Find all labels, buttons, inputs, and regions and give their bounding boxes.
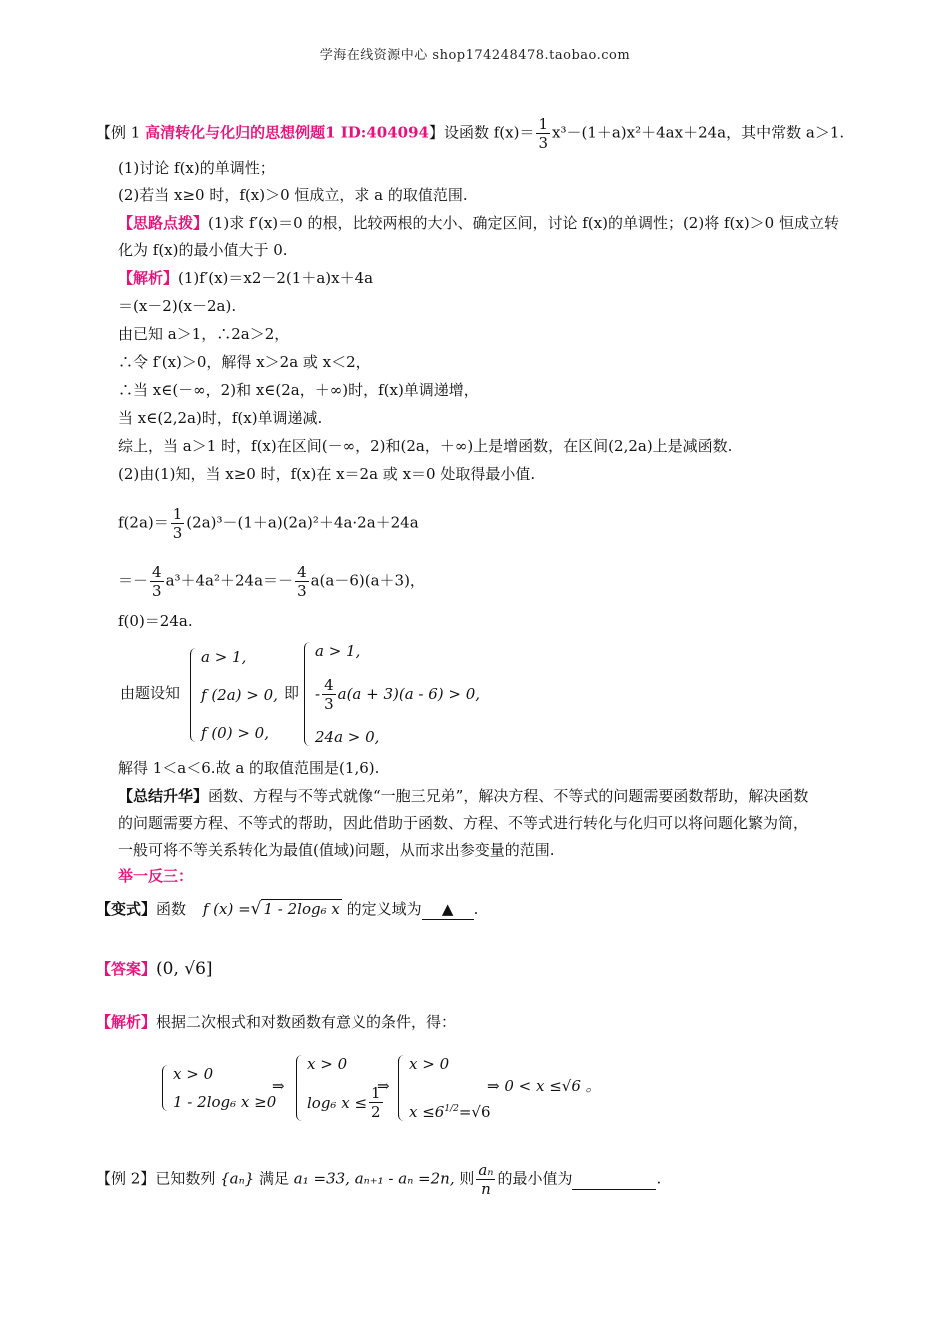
solution-line-6: 当 x∈(2,2a)时，f(x)单调递减. bbox=[118, 409, 323, 427]
eq2-part-a: ＝－ bbox=[118, 571, 149, 590]
solution-line-3: 由已知 a＞1，∴2a＞2， bbox=[118, 325, 290, 343]
variant-system-3 bbox=[398, 1055, 491, 1121]
hint-line-1 bbox=[118, 213, 839, 233]
variant-solution-line bbox=[96, 1012, 456, 1032]
sys1-row-2: 1 - 2log₆ x ≥0 bbox=[173, 1093, 277, 1111]
left-brace-3 bbox=[162, 1065, 169, 1111]
sys2-row-2 bbox=[307, 1084, 385, 1121]
example2-text-c: 则 bbox=[459, 1169, 475, 1188]
solution-line-1 bbox=[118, 268, 373, 288]
condition-cases-2 bbox=[315, 642, 480, 746]
solution-line-7: 综上，当 a＞1 时，f(x)在区间(－∞，2)和(2a，＋∞)上是增函数，在区间(2,2a)上是减函数. bbox=[118, 437, 733, 455]
variant-text-b: 的定义域为 bbox=[346, 900, 422, 918]
example2-text-b: 满足 bbox=[259, 1169, 290, 1188]
cond2-row-2-text: a(a + 3)(a - 6) > 0, bbox=[337, 685, 481, 703]
sys3-row-1: x > 0 bbox=[409, 1055, 450, 1073]
practice-heading: 举一反三： bbox=[118, 867, 194, 885]
sys2-row-1: x > 0 bbox=[307, 1055, 348, 1073]
condition-system-1 bbox=[190, 648, 278, 742]
variant-line: 【变式】函数 f (x) =√ 1 - 2log₆ x 的定义域为 ▲ . bbox=[96, 899, 479, 919]
sys3-exponent: 1/2 bbox=[444, 1104, 459, 1114]
example2-blank bbox=[572, 1169, 656, 1190]
variant-system-1 bbox=[162, 1065, 276, 1111]
summary-line-3: 一般可将不等关系转化为最值(值域)问题，从而求出参变量的范围. bbox=[118, 841, 555, 859]
sys3-row-2 bbox=[409, 1103, 491, 1121]
condition-system-2 bbox=[304, 642, 480, 746]
hint-text-1: (1)求 f′(x)＝0 的根，比较两根的大小、确定区间，讨论 f(x)的单调性；(2)将 f(x)＞0 恒成立转 bbox=[208, 214, 839, 232]
solution-line-2: ＝(x－2)(x－2a). bbox=[118, 297, 237, 315]
example2-label: 【例 2】 bbox=[96, 1169, 156, 1188]
variant-radicand: 1 - 2log₆ x bbox=[263, 900, 340, 918]
cond1-row-1: a > 1, bbox=[201, 648, 247, 666]
solution-line-8: (2)由(1)知，当 x≥0 时，f(x)在 x＝2a 或 x＝0 处取得最小值. bbox=[118, 465, 536, 483]
sys3-row-2-text: x ≤6 bbox=[409, 1103, 445, 1121]
variant-cases-1 bbox=[173, 1065, 276, 1111]
question-2: (2)若当 x≥0 时，f(x)＞0 恒成立，求 a 的取值范围. bbox=[118, 186, 468, 204]
sys2-row-2-text: log₆ x ≤ bbox=[307, 1093, 368, 1112]
variant-solution-label: 【解析】 bbox=[96, 1013, 157, 1031]
question-1: (1)讨论 f(x)的单调性； bbox=[118, 159, 275, 177]
result-line: 解得 1＜a＜6.故 a 的取值范围是(1,6). bbox=[118, 759, 380, 777]
f2a-rhs: (2a)³－(1＋a)(2a)²＋4a·2a＋24a bbox=[186, 513, 419, 532]
fraction-four-thirds: $\frac{4}{3}$ bbox=[152, 563, 162, 600]
cond1-row-3: f (0) > 0, bbox=[201, 724, 269, 742]
solution-label: 【解析】 bbox=[118, 269, 179, 287]
solution-line-5: ∴当 x∈(－∞，2)和 x∈(2a，＋∞)时，f(x)单调递增， bbox=[118, 381, 479, 399]
answer-blank: ▲ bbox=[422, 899, 474, 920]
example2-end: . bbox=[656, 1169, 662, 1188]
left-brace-2 bbox=[304, 642, 311, 746]
variant-solution-text: 根据二次根式和对数函数有意义的条件，得： bbox=[156, 1013, 457, 1031]
cond2-row-3: 24a > 0, bbox=[315, 728, 380, 746]
fraction-one-third: $\frac{1}{3}$ bbox=[538, 115, 548, 152]
solution-line-4: ∴令 f′(x)＞0，解得 x＞2a 或 x＜2， bbox=[118, 353, 371, 371]
summary-label: 【总结升华】 bbox=[118, 787, 209, 805]
cond2-minus: - bbox=[315, 685, 321, 703]
fraction-four-thirds-2: $\frac{4}{3}$ bbox=[297, 563, 307, 600]
eq2-part-b: a³＋4a²＋24a＝－ bbox=[165, 571, 294, 590]
page-header: 学海在线资源中心 shop174248478.taobao.com bbox=[319, 48, 631, 63]
answer-value: (0, √6] bbox=[156, 959, 213, 979]
example-tag-close: 】 bbox=[428, 123, 444, 142]
sys1-row-1: x > 0 bbox=[173, 1065, 214, 1083]
condition-label: 由题设知 bbox=[120, 684, 181, 702]
left-brace bbox=[190, 648, 197, 742]
cond2-row-2 bbox=[315, 676, 480, 713]
summary-line-2: 的问题需要方程、不等式的帮助，因此借助于函数、方程、不等式进行转化与化归可以将问题化繁为简， bbox=[118, 814, 809, 832]
f0-equation: f(0)＝24a. bbox=[118, 612, 193, 630]
summary-line-1 bbox=[118, 786, 808, 806]
sequence-symbol: {aₙ} bbox=[220, 1169, 255, 1188]
arrow-1: ⇒ bbox=[272, 1077, 285, 1095]
arrow-2: ⇒ bbox=[377, 1077, 390, 1095]
example-tag-open: 【例 1 bbox=[96, 123, 146, 142]
left-brace-5 bbox=[398, 1055, 405, 1121]
left-brace-4 bbox=[296, 1055, 303, 1121]
f2a-lhs: f(2a)＝ bbox=[118, 513, 169, 532]
sys3-tail: =√6 bbox=[458, 1103, 491, 1121]
condition-cases-1 bbox=[201, 648, 278, 742]
hint-label: 【思路点拨】 bbox=[118, 214, 209, 232]
hint-line-2: 化为 f(x)的最小值大于 0. bbox=[118, 241, 288, 259]
example2-text-d: 的最小值为 bbox=[497, 1169, 573, 1188]
condition-mid: 即 bbox=[284, 684, 300, 702]
variant-function: f (x) = bbox=[202, 900, 251, 918]
example2-text-a: 已知数列 bbox=[155, 1169, 216, 1188]
stem-part-b: x³－(1＋a)x²＋4ax＋24a，其中常数 a＞1. bbox=[552, 123, 845, 142]
fraction-four-thirds-3: $\frac{4}{3}$ bbox=[324, 675, 334, 713]
variant-cases-3 bbox=[409, 1055, 491, 1121]
variant-final: ⇒ 0 < x ≤√6 。 bbox=[487, 1077, 601, 1095]
f2a-simplified bbox=[118, 563, 425, 600]
fraction-an-over-n: $\frac{\text{aₙ}}{n}$ bbox=[478, 1161, 494, 1198]
answer-label: 【答案】 bbox=[96, 960, 157, 978]
variant-label: 【变式】 bbox=[96, 900, 157, 918]
cond1-row-2: f (2a) > 0, bbox=[201, 686, 278, 704]
fraction-one-third-2: $\frac{1}{3}$ bbox=[172, 505, 183, 542]
variant-text-a: 函数 bbox=[156, 900, 187, 918]
answer-line bbox=[96, 959, 213, 979]
stem-part-a: 设函数 f(x)＝ bbox=[443, 123, 535, 142]
eq2-part-c: a(a－6)(a＋3)， bbox=[310, 571, 425, 590]
sequence-condition: a₁ =33, aₙ₊₁ - aₙ =2n, bbox=[293, 1169, 455, 1188]
example2-line bbox=[96, 1161, 661, 1198]
example-title: 高清转化与化归的思想例题1 ID:404094 bbox=[145, 123, 429, 142]
variant-cases-2 bbox=[307, 1055, 385, 1121]
example1-title-line bbox=[96, 115, 844, 152]
cond2-row-1: a > 1, bbox=[315, 642, 361, 660]
variant-system-2 bbox=[296, 1055, 385, 1121]
variant-end: . bbox=[473, 900, 479, 918]
solution-text-1: (1)f′(x)＝x2－2(1＋a)x＋4a bbox=[178, 269, 374, 287]
fraction-one-half: $\frac{1}{2}$ bbox=[371, 1084, 381, 1121]
f2a-equation bbox=[118, 505, 419, 542]
summary-text-1: 函数、方程与不等式就像“一胞三兄弟”，解决方程、不等式的问题需要函数帮助，解决函数 bbox=[208, 787, 809, 805]
